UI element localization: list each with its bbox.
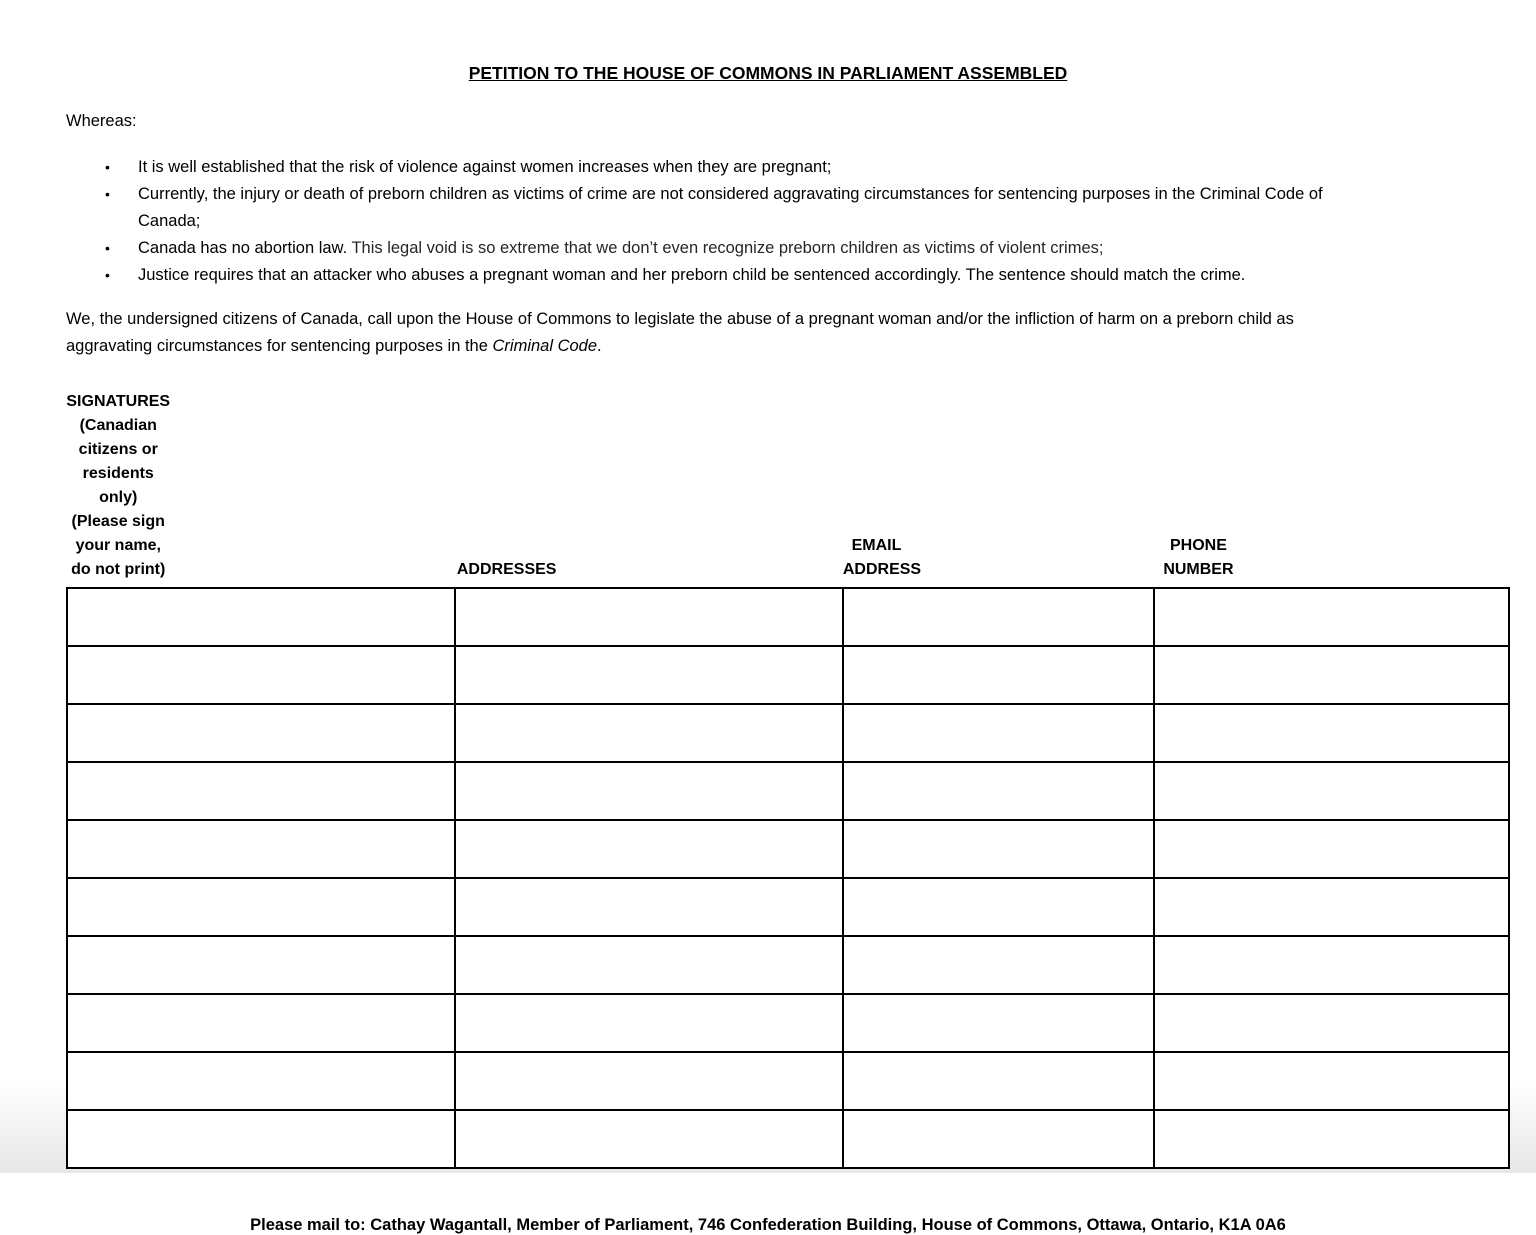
- signature-cell[interactable]: [67, 588, 455, 646]
- phone-cell[interactable]: [1154, 762, 1509, 820]
- bullet-icon: •: [105, 159, 110, 175]
- whereas-label: Whereas:: [66, 112, 137, 130]
- phone-cell[interactable]: [1154, 994, 1509, 1052]
- email-cell[interactable]: [843, 1052, 1154, 1110]
- signature-table: [66, 587, 1510, 1169]
- address-cell[interactable]: [455, 704, 843, 762]
- bullet-text: Canada has no abortion law. This legal void is so extreme that we don’t even recognize preborn children as victims of violent crimes;: [138, 239, 1104, 257]
- address-cell[interactable]: [455, 1052, 843, 1110]
- signature-row: [67, 1110, 1509, 1168]
- bullet-item-violence: [105, 154, 1425, 181]
- email-cell[interactable]: [843, 762, 1154, 820]
- signature-cell[interactable]: [67, 646, 455, 704]
- phone-cell[interactable]: [1154, 704, 1509, 762]
- bullet-icon: •: [105, 267, 110, 283]
- email-cell[interactable]: [843, 588, 1154, 646]
- signature-cell[interactable]: [67, 994, 455, 1052]
- signature-row: [67, 588, 1509, 646]
- bullet-icon: •: [105, 240, 110, 256]
- email-cell[interactable]: [843, 1110, 1154, 1168]
- email-cell[interactable]: [843, 936, 1154, 994]
- signature-row: [67, 704, 1509, 762]
- signature-row: [67, 1052, 1509, 1110]
- address-cell[interactable]: [455, 820, 843, 878]
- signature-cell[interactable]: [67, 936, 455, 994]
- column-header-addresses: ADDRESSES: [456, 561, 557, 578]
- email-cell[interactable]: [843, 994, 1154, 1052]
- address-cell[interactable]: [455, 1110, 843, 1168]
- email-cell[interactable]: [843, 646, 1154, 704]
- signature-cell[interactable]: [67, 878, 455, 936]
- column-header-signatures: SIGNATURES (Canadian citizens or residents only) (Please sign your name, do not print): [66, 393, 171, 578]
- phone-cell[interactable]: [1154, 878, 1509, 936]
- bullet-item-justice: [105, 262, 1425, 289]
- signature-cell[interactable]: [67, 820, 455, 878]
- mailing-instructions: Please mail to: Cathay Wagantall, Member of Parliament, 746 Confederation Building, House of Commons, Ottawa, Ontario, K1A 0A6: [250, 1216, 1286, 1234]
- bullet-text: Justice requires that an attacker who abuses a pregnant woman and her preborn child be sentenced accordingly. The sentence should match the crime.: [138, 266, 1246, 284]
- signature-row: [67, 820, 1509, 878]
- signature-row: [67, 762, 1509, 820]
- signature-row: [67, 646, 1509, 704]
- phone-cell[interactable]: [1154, 646, 1509, 704]
- address-cell[interactable]: [455, 994, 843, 1052]
- address-cell[interactable]: [455, 936, 843, 994]
- address-cell[interactable]: [455, 588, 843, 646]
- signature-row: [67, 878, 1509, 936]
- signature-cell[interactable]: [67, 1110, 455, 1168]
- phone-cell[interactable]: [1154, 820, 1509, 878]
- signature-cell[interactable]: [67, 704, 455, 762]
- signature-table-header: [66, 390, 1510, 582]
- email-cell[interactable]: [843, 704, 1154, 762]
- bullet-item-criminal-code: [105, 181, 1425, 235]
- column-header-email: EMAIL ADDRESS: [842, 537, 922, 578]
- signature-cell[interactable]: [67, 1052, 455, 1110]
- email-cell[interactable]: [843, 820, 1154, 878]
- petition-statement: We, the undersigned citizens of Canada, call upon the House of Commons to legislate the abuse of a pregnant woman and/or the infliction of harm on a preborn child as aggravating circumstances for sentencing purposes in the Criminal Code.: [66, 310, 1294, 355]
- signature-row: [67, 994, 1509, 1052]
- email-cell[interactable]: [843, 878, 1154, 936]
- signature-cell[interactable]: [67, 762, 455, 820]
- bullet-text: It is well established that the risk of violence against women increases when they are pregnant;: [138, 158, 832, 176]
- bullet-item-no-abortion-law: [105, 235, 1425, 262]
- phone-cell[interactable]: [1154, 1052, 1509, 1110]
- address-cell[interactable]: [455, 878, 843, 936]
- phone-cell[interactable]: [1154, 936, 1509, 994]
- phone-cell[interactable]: [1154, 1110, 1509, 1168]
- signature-table-body: [67, 588, 1509, 1168]
- bullet-text: Currently, the injury or death of preborn children as victims of crime are not considered aggravating circumstances for sentencing purposes in the Criminal Code of Canada;: [138, 185, 1323, 230]
- address-cell[interactable]: [455, 762, 843, 820]
- page-title: PETITION TO THE HOUSE OF COMMONS IN PARLIAMENT ASSEMBLED: [468, 63, 1068, 83]
- bullet-icon: •: [105, 186, 110, 202]
- address-cell[interactable]: [455, 646, 843, 704]
- criminal-code-italic: Criminal Code: [492, 337, 598, 355]
- signature-row: [67, 936, 1509, 994]
- phone-cell[interactable]: [1154, 588, 1509, 646]
- whereas-bullet-list: [66, 154, 1425, 289]
- column-header-phone: PHONE NUMBER: [1163, 537, 1234, 578]
